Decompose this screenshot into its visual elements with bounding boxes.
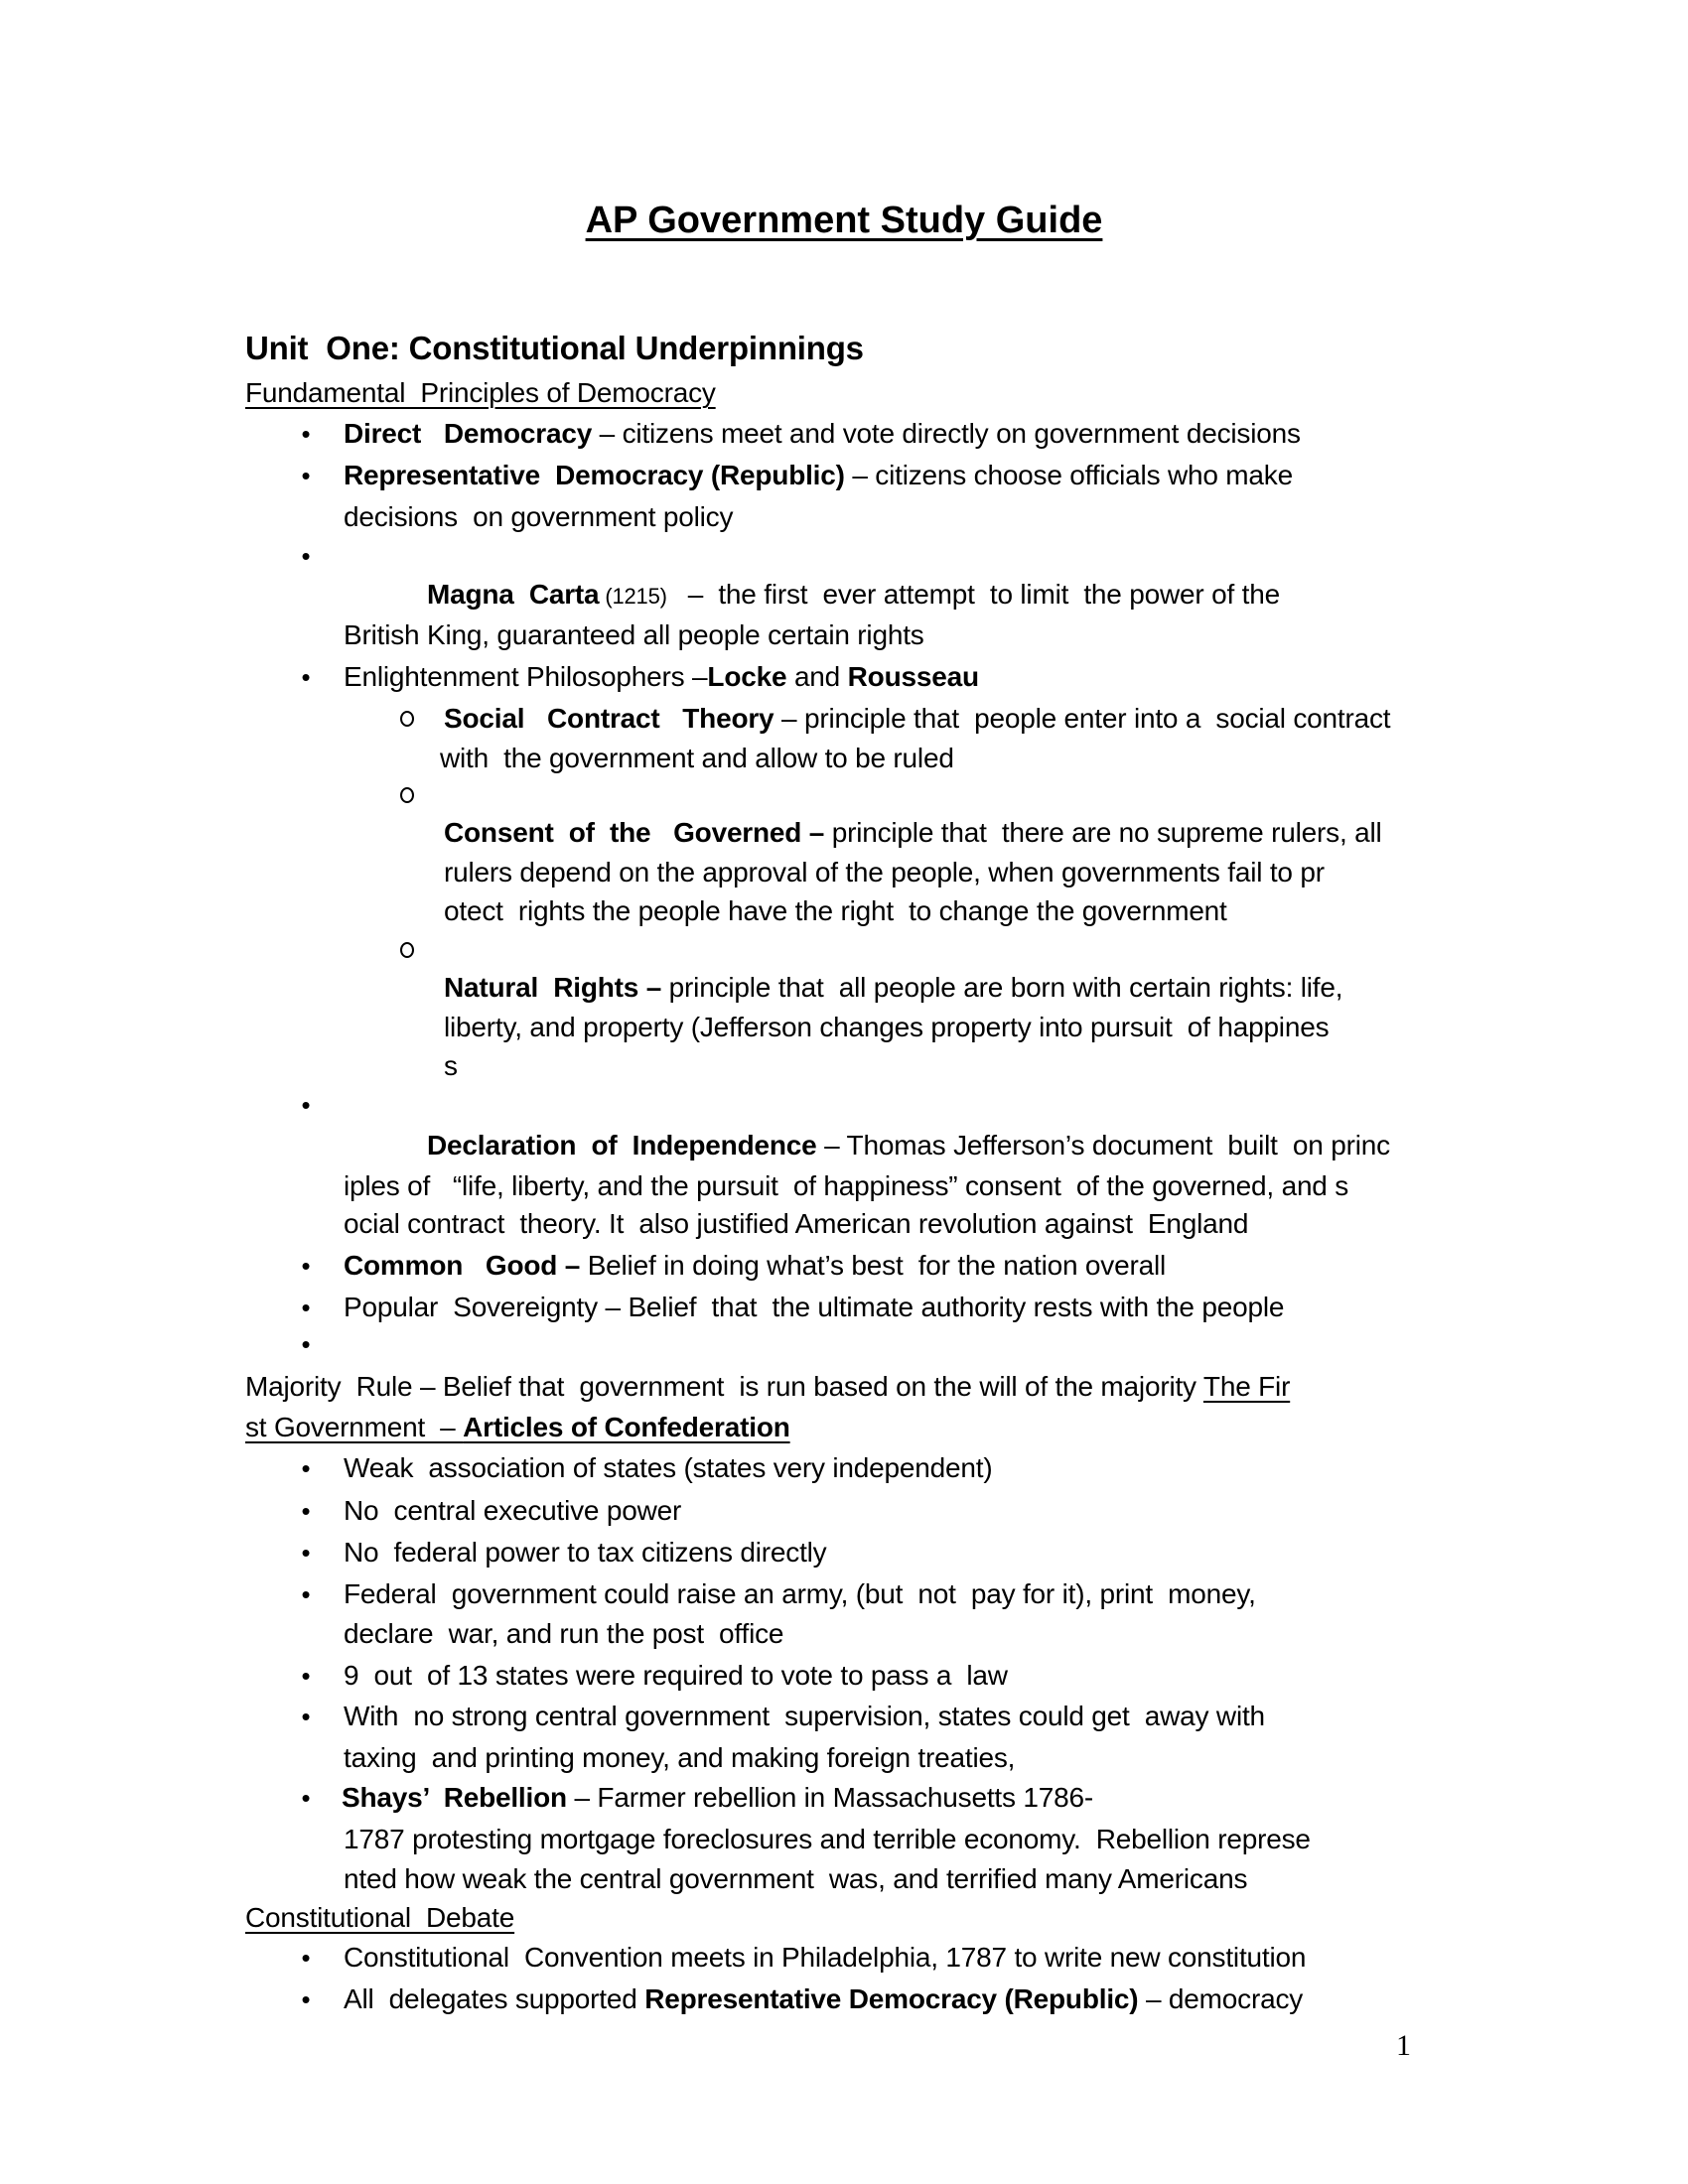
sub-item-continuation: liberty, and property (Jefferson changes property into pursuit of happines xyxy=(444,1012,1330,1042)
definition: – Farmer rebellion in Massachusetts 1786- xyxy=(566,1782,1093,1813)
list-item-continuation: British King, guaranteed all people certain rights xyxy=(344,619,924,650)
term: Social Contract Theory xyxy=(444,703,774,734)
term: Articles of Confederation xyxy=(463,1412,790,1442)
definition: – the first ever attempt to limit the power of the xyxy=(672,579,1280,610)
bullet-icon: • xyxy=(301,662,311,692)
bullet-icon: • xyxy=(301,1329,311,1359)
bullet-icon: • xyxy=(301,1496,311,1526)
list-item-continuation: ocial contract theory. It also justified American revolution against England xyxy=(344,1208,1249,1239)
sub-item-continuation: with the government and allow to be ruled xyxy=(440,743,954,773)
bullet-icon: • xyxy=(301,1943,311,1973)
sub-item-consent-of-governed xyxy=(444,816,1382,850)
term: Representative Democracy (Republic) xyxy=(644,1983,1139,2014)
definition: principle that all people are born with certain rights: life, xyxy=(661,972,1343,1003)
sub-item-continuation: otect rights the people have the right to change the government xyxy=(444,895,1227,926)
list-item-constitutional-convention: Constitutional Convention meets in Philadelphia, 1787 to write new constitution xyxy=(344,1942,1307,1973)
list-item-direct-democracy xyxy=(344,417,1301,451)
term: Representative Democracy (Republic) xyxy=(344,460,845,490)
section-heading-first-government-continued xyxy=(245,1411,790,1444)
list-item-continuation: 1787 protesting mortgage foreclosures and terrible economy. Rebellion represe xyxy=(344,1824,1311,1854)
term: Consent of the Governed – xyxy=(444,817,825,848)
sub-item-natural-rights xyxy=(444,971,1342,1005)
sub-item-continuation: rulers depend on the approval of the people, when governments fail to pr xyxy=(444,857,1325,887)
list-item-continuation: declare war, and run the post office xyxy=(344,1618,784,1649)
term: Declaration of Independence xyxy=(427,1130,817,1160)
text: Majority Rule – Belief that government is run based on the will of the majority xyxy=(245,1371,1203,1402)
sub-item-continuation: s xyxy=(444,1050,458,1081)
list-item-continuation: decisions on government policy xyxy=(344,501,734,532)
bullet-icon: • xyxy=(301,1538,311,1568)
sub-bullet-icon xyxy=(400,711,414,727)
sub-bullet-icon xyxy=(400,787,414,803)
bullet-icon: • xyxy=(301,1251,311,1281)
list-item: No central executive power xyxy=(344,1495,682,1526)
bullet-icon: • xyxy=(301,1579,311,1609)
bullet-icon: • xyxy=(301,1984,311,2014)
section-heading-first-government: The Fir xyxy=(1202,1371,1291,1402)
list-item-magna-carta xyxy=(427,578,1280,614)
term: Magna Carta xyxy=(427,579,600,610)
definition: – citizens choose officials who make xyxy=(844,460,1293,490)
bullet-icon: • xyxy=(301,541,311,571)
section-heading-constitutional-debate: Constitutional Debate xyxy=(245,1902,515,1933)
list-item: Federal government could raise an army, (but not pay for it), print money, xyxy=(344,1578,1256,1609)
term-rousseau: Rousseau xyxy=(847,661,979,692)
bullet-icon: • xyxy=(301,1453,311,1483)
term: Common Good – xyxy=(344,1250,581,1281)
bullet-icon: • xyxy=(301,419,311,449)
list-item-continuation: iples of “life, liberty, and the pursuit of happiness” consent of the governed, and s xyxy=(344,1170,1349,1201)
sub-item-social-contract xyxy=(444,702,1390,736)
text: and xyxy=(786,661,848,692)
definition: – Thomas Jefferson’s document built on princ xyxy=(816,1130,1390,1160)
list-item: Weak association of states (states very independent) xyxy=(344,1452,993,1483)
definition: – principle that people enter into a social contract xyxy=(774,703,1391,734)
year: (1215) xyxy=(599,584,673,609)
term: Natural Rights – xyxy=(444,972,662,1003)
list-item-common-good xyxy=(344,1249,1166,1283)
list-item-continuation: nted how weak the central government was, and terrified many Americans xyxy=(344,1863,1248,1894)
list-item-popular-sovereignty: Popular Sovereignty – Belief that the ultimate authority rests with the people xyxy=(344,1292,1285,1322)
bullet-icon: • xyxy=(301,1702,311,1731)
definition: – citizens meet and vote directly on government decisions xyxy=(592,418,1301,449)
term: Shays’ Rebellion xyxy=(342,1782,567,1813)
term: Direct Democracy xyxy=(344,418,593,449)
text: All delegates supported xyxy=(344,1983,645,2014)
section-heading-fundamental-principles: Fundamental Principles of Democracy xyxy=(245,377,716,408)
bullet-icon: • xyxy=(301,1293,311,1322)
unit-heading: Unit One: Constitutional Underpinnings xyxy=(245,330,864,366)
list-item-representative-democracy xyxy=(344,459,1293,492)
list-item: 9 out of 13 states were required to vote to pass a law xyxy=(344,1660,1008,1691)
list-item: No federal power to tax citizens directly xyxy=(344,1537,827,1568)
page-title xyxy=(0,199,1688,242)
sub-bullet-icon xyxy=(400,942,414,958)
text: – democracy xyxy=(1138,1983,1304,2014)
list-item-majority-rule xyxy=(245,1370,1290,1404)
text: st Government – xyxy=(245,1412,464,1442)
term-locke: Locke xyxy=(707,661,787,692)
text: Enlightenment Philosophers – xyxy=(344,661,708,692)
list-item-shays-rebellion xyxy=(342,1781,1093,1815)
definition: principle that there are no supreme rulers, all xyxy=(824,817,1382,848)
page-number: 1 xyxy=(1396,2029,1411,2062)
list-item: With no strong central government supervision, states could get away with xyxy=(344,1701,1265,1731)
list-item-declaration xyxy=(427,1129,1390,1162)
list-item-delegates xyxy=(344,1982,1303,2016)
list-item-enlightenment xyxy=(344,660,979,694)
definition: Belief in doing what’s best for the nation overall xyxy=(580,1250,1167,1281)
list-item-continuation: taxing and printing money, and making foreign treaties, xyxy=(344,1742,1016,1773)
title-text: AP Government Study Guide xyxy=(585,200,1103,241)
bullet-icon: • xyxy=(301,1090,311,1120)
bullet-icon: • xyxy=(301,1661,311,1691)
bullet-icon: • xyxy=(301,461,311,490)
bullet-icon: • xyxy=(301,1783,311,1813)
